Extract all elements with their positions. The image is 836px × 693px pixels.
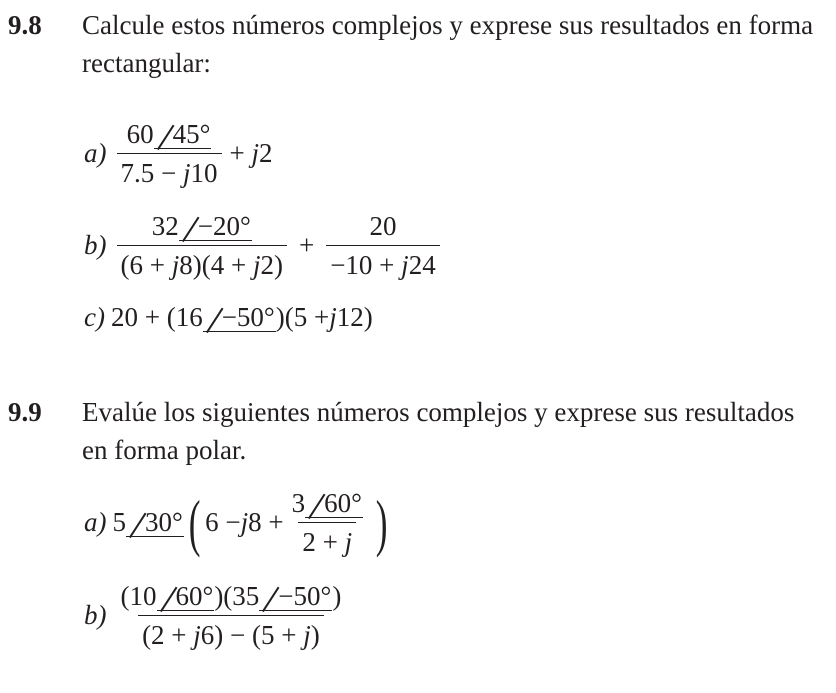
- value: 2: [259, 138, 273, 168]
- magnitude: 32: [151, 211, 179, 241]
- problem-9-9-b: [84, 580, 349, 651]
- angle: −50°: [259, 582, 332, 611]
- angle: −20°: [179, 212, 252, 241]
- expr-part: 8 +: [248, 507, 284, 537]
- j-symbol: j: [252, 250, 261, 280]
- num-part: )(35: [214, 581, 260, 611]
- item-label: a): [84, 507, 107, 537]
- item-label: c): [84, 302, 105, 332]
- item-label: a): [84, 138, 107, 168]
- angle: −50°: [203, 303, 276, 332]
- numerator: 20: [369, 211, 397, 241]
- fraction: [288, 487, 367, 558]
- plus: +: [298, 230, 315, 260]
- den-part: 24: [408, 250, 436, 280]
- angle: 30°: [126, 508, 184, 537]
- den-part: 2): [260, 250, 283, 280]
- den-part: 10: [190, 158, 218, 188]
- expr-part: 12): [336, 302, 373, 332]
- numerator: [123, 118, 216, 153]
- j-symbol: j: [182, 158, 191, 188]
- fraction: [117, 580, 346, 651]
- fraction-1: [117, 210, 287, 281]
- angle: 45°: [154, 120, 212, 149]
- num-part: ): [332, 581, 342, 611]
- j-symbol: j: [171, 250, 180, 280]
- j-symbol: j: [303, 620, 311, 650]
- item-label: b): [84, 230, 107, 260]
- right-paren: ): [375, 486, 388, 558]
- magnitude: 3: [291, 488, 306, 518]
- expr-part: 20 + (16: [110, 302, 203, 332]
- item-label: b): [84, 600, 107, 630]
- denominator: [138, 615, 324, 651]
- angle: 60°: [157, 582, 215, 611]
- problem-number-9-9: 9.9: [8, 397, 42, 427]
- plus-term: [230, 138, 273, 169]
- magnitude: 5: [112, 507, 126, 537]
- j-symbol: j: [240, 507, 249, 537]
- den-part: 7.5 −: [120, 158, 183, 188]
- denominator: [117, 245, 287, 281]
- j-symbol: j: [251, 138, 259, 168]
- j-symbol: j: [344, 527, 353, 557]
- j-symbol: j: [193, 620, 201, 650]
- problem-number-9-8: 9.8: [8, 10, 42, 40]
- num-part: (10: [120, 581, 157, 611]
- j-symbol: j: [401, 250, 409, 280]
- problem-9-8-c: [84, 302, 373, 333]
- den-part: ): [310, 620, 320, 650]
- angle: 60°: [305, 489, 363, 518]
- denominator: [117, 153, 222, 189]
- numerator: [288, 487, 367, 522]
- numerator: [117, 580, 346, 615]
- den-part: (2 +: [142, 620, 194, 650]
- den-part: −10 +: [330, 250, 402, 280]
- den-part: 6) − (5 +: [200, 620, 304, 650]
- expr-part: )(5 +: [275, 302, 330, 332]
- fraction-2: [326, 210, 439, 281]
- expr-part: 6 −: [205, 507, 241, 537]
- problem-9-8-a: [84, 118, 277, 189]
- j-symbol: j: [329, 302, 337, 332]
- numerator: [148, 210, 256, 245]
- left-paren: (: [188, 486, 201, 558]
- problem-9-9-statement: Evalúe los siguientes números complejos y exprese sus resultados en forma polar.: [82, 397, 795, 465]
- den-part: 2 +: [302, 527, 345, 557]
- den-part: 8)(4 +: [179, 250, 253, 280]
- fraction: [117, 118, 222, 189]
- problem-9-8-b: [84, 210, 444, 281]
- problem-9-8-statement: Calcule estos números complejos y exprese sus resultados en forma rectangular:: [82, 10, 814, 78]
- den-part: (6 +: [120, 250, 172, 280]
- problem-9-9-a: [84, 487, 392, 558]
- denominator: [298, 522, 356, 558]
- plus: +: [229, 138, 252, 168]
- magnitude: 60: [126, 119, 154, 149]
- denominator: [326, 245, 439, 281]
